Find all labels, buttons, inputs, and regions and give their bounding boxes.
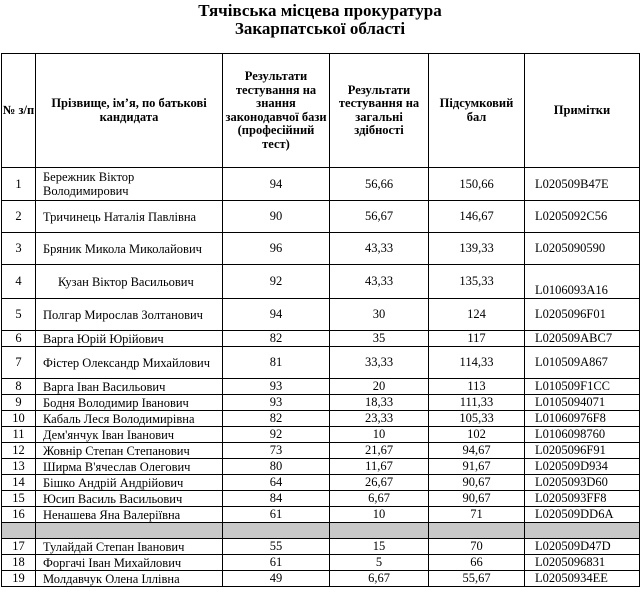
cell-prof: 55 bbox=[223, 539, 330, 555]
cell-general: 15 bbox=[330, 539, 429, 555]
cell-general: 6,67 bbox=[330, 571, 429, 587]
cell-general: 11,67 bbox=[330, 459, 429, 475]
cell-note: L0106098760 bbox=[525, 427, 640, 443]
cell-total: 146,67 bbox=[429, 201, 525, 233]
cell-note: L020509D934 bbox=[525, 459, 640, 475]
table-row bbox=[2, 427, 640, 443]
cell-note: L010509F1CC bbox=[525, 379, 640, 395]
cell-num: 13 bbox=[2, 459, 36, 475]
table-row bbox=[2, 233, 640, 265]
cell-num: 8 bbox=[2, 379, 36, 395]
separator-row bbox=[2, 523, 640, 539]
cell-prof: 81 bbox=[223, 347, 330, 379]
cell-num: 17 bbox=[2, 539, 36, 555]
header-notes: Примітки bbox=[525, 54, 640, 168]
cell-num: 2 bbox=[2, 201, 36, 233]
table-row bbox=[2, 507, 640, 523]
cell-prof: 92 bbox=[223, 265, 330, 299]
cell-total: 102 bbox=[429, 427, 525, 443]
cell-num: 18 bbox=[2, 555, 36, 571]
cell-general: 56,66 bbox=[330, 168, 429, 201]
cell-num: 5 bbox=[2, 299, 36, 331]
cell-num: 15 bbox=[2, 491, 36, 507]
cell-general: 10 bbox=[330, 507, 429, 523]
cell-note: L0106093A16 bbox=[525, 265, 640, 299]
table-row bbox=[2, 347, 640, 379]
cell-name: Полгар Мирослав Золтанович bbox=[36, 299, 223, 331]
cell-prof: 94 bbox=[223, 168, 330, 201]
separator-cell bbox=[330, 523, 429, 539]
cell-prof: 73 bbox=[223, 443, 330, 459]
cell-total: 91,67 bbox=[429, 459, 525, 475]
cell-num: 7 bbox=[2, 347, 36, 379]
cell-note: L0205093D60 bbox=[525, 475, 640, 491]
page-title: Тячівська місцева прокуратура bbox=[198, 1, 442, 20]
table-row bbox=[2, 459, 640, 475]
table-row bbox=[2, 571, 640, 587]
table-row bbox=[2, 443, 640, 459]
cell-prof: 93 bbox=[223, 395, 330, 411]
cell-num: 1 bbox=[2, 168, 36, 201]
cell-general: 26,67 bbox=[330, 475, 429, 491]
cell-prof: 92 bbox=[223, 427, 330, 443]
cell-num: 4 bbox=[2, 265, 36, 299]
cell-prof: 82 bbox=[223, 331, 330, 347]
table-row bbox=[2, 475, 640, 491]
cell-total: 55,67 bbox=[429, 571, 525, 587]
table-row bbox=[2, 555, 640, 571]
cell-note: L02050934EE bbox=[525, 571, 640, 587]
cell-general: 35 bbox=[330, 331, 429, 347]
cell-prof: 80 bbox=[223, 459, 330, 475]
table-row bbox=[2, 411, 640, 427]
cell-name: Бішко Андрій Андрійович bbox=[36, 475, 223, 491]
header-num: № з/п bbox=[2, 54, 36, 168]
header-general: Результати тестування на загальні здібності bbox=[330, 54, 429, 168]
cell-total: 150,66 bbox=[429, 168, 525, 201]
cell-name: Тричинець Наталія Павлівна bbox=[36, 201, 223, 233]
cell-num: 14 bbox=[2, 475, 36, 491]
cell-total: 66 bbox=[429, 555, 525, 571]
cell-total: 139,33 bbox=[429, 233, 525, 265]
cell-total: 135,33 bbox=[429, 265, 525, 299]
cell-total: 114,33 bbox=[429, 347, 525, 379]
cell-num: 6 bbox=[2, 331, 36, 347]
cell-num: 11 bbox=[2, 427, 36, 443]
cell-prof: 93 bbox=[223, 379, 330, 395]
cell-note: L0205092C56 bbox=[525, 201, 640, 233]
cell-name: Кузан Віктор Васильович bbox=[36, 265, 223, 299]
cell-total: 117 bbox=[429, 331, 525, 347]
header-prof: Результати тестування на знання законодавчої бази (професійний тест) bbox=[223, 54, 330, 168]
table-row bbox=[2, 539, 640, 555]
table-row bbox=[2, 168, 640, 201]
cell-prof: 82 bbox=[223, 411, 330, 427]
cell-total: 90,67 bbox=[429, 475, 525, 491]
cell-note: L0205090590 bbox=[525, 233, 640, 265]
cell-general: 20 bbox=[330, 379, 429, 395]
results-table bbox=[1, 53, 640, 587]
header-row bbox=[2, 54, 640, 168]
cell-total: 124 bbox=[429, 299, 525, 331]
cell-note: L0205093FF8 bbox=[525, 491, 640, 507]
cell-general: 56,67 bbox=[330, 201, 429, 233]
cell-general: 30 bbox=[330, 299, 429, 331]
cell-prof: 94 bbox=[223, 299, 330, 331]
cell-name: Дем'янчук Іван Іванович bbox=[36, 427, 223, 443]
cell-prof: 84 bbox=[223, 491, 330, 507]
cell-name: Ширма В'ячеслав Олегович bbox=[36, 459, 223, 475]
cell-total: 90,67 bbox=[429, 491, 525, 507]
cell-name: Фістер Олександр Михайлович bbox=[36, 347, 223, 379]
page-subtitle: Закарпатської області bbox=[234, 19, 406, 38]
cell-prof: 64 bbox=[223, 475, 330, 491]
table-row bbox=[2, 491, 640, 507]
separator-cell bbox=[2, 523, 36, 539]
cell-total: 70 bbox=[429, 539, 525, 555]
header-total: Підсумковий бал bbox=[429, 54, 525, 168]
cell-total: 105,33 bbox=[429, 411, 525, 427]
cell-name: Кабаль Леся Володимирівна bbox=[36, 411, 223, 427]
cell-note: L020509D47D bbox=[525, 539, 640, 555]
cell-num: 9 bbox=[2, 395, 36, 411]
table-row bbox=[2, 265, 640, 299]
cell-name: Юсип Василь Васильович bbox=[36, 491, 223, 507]
cell-general: 43,33 bbox=[330, 233, 429, 265]
cell-name: Варга Юрій Юрійович bbox=[36, 331, 223, 347]
cell-note: L01060976F8 bbox=[525, 411, 640, 427]
cell-total: 94,67 bbox=[429, 443, 525, 459]
cell-general: 6,67 bbox=[330, 491, 429, 507]
cell-name: Молдавчук Олена Іллівна bbox=[36, 571, 223, 587]
cell-general: 23,33 bbox=[330, 411, 429, 427]
cell-name: Бережник Віктор Володимирович bbox=[36, 168, 223, 201]
cell-note: L010509A867 bbox=[525, 347, 640, 379]
cell-name: Варга Іван Васильович bbox=[36, 379, 223, 395]
separator-cell bbox=[36, 523, 223, 539]
cell-prof: 90 bbox=[223, 201, 330, 233]
cell-note: L0205096F91 bbox=[525, 443, 640, 459]
table-row bbox=[2, 299, 640, 331]
cell-name: Форгачі Іван Михайлович bbox=[36, 555, 223, 571]
cell-name: Жовнір Степан Степанович bbox=[36, 443, 223, 459]
cell-general: 5 bbox=[330, 555, 429, 571]
cell-num: 3 bbox=[2, 233, 36, 265]
cell-total: 111,33 bbox=[429, 395, 525, 411]
cell-note: L0205096F01 bbox=[525, 299, 640, 331]
cell-name: Бряник Микола Миколайович bbox=[36, 233, 223, 265]
header-name: Прізвище, ім’я, по батькові кандидата bbox=[36, 54, 223, 168]
cell-name: Тулайдай Степан Іванович bbox=[36, 539, 223, 555]
cell-prof: 61 bbox=[223, 555, 330, 571]
table-row bbox=[2, 201, 640, 233]
cell-note: L0205096831 bbox=[525, 555, 640, 571]
table-row bbox=[2, 395, 640, 411]
cell-total: 113 bbox=[429, 379, 525, 395]
cell-general: 43,33 bbox=[330, 265, 429, 299]
cell-prof: 61 bbox=[223, 507, 330, 523]
cell-name: Ненашева Яна Валеріївна bbox=[36, 507, 223, 523]
cell-num: 19 bbox=[2, 571, 36, 587]
cell-prof: 49 bbox=[223, 571, 330, 587]
table-row bbox=[2, 331, 640, 347]
cell-general: 18,33 bbox=[330, 395, 429, 411]
separator-cell bbox=[223, 523, 330, 539]
cell-note: L020509ABC7 bbox=[525, 331, 640, 347]
cell-num: 12 bbox=[2, 443, 36, 459]
cell-name: Бодня Володимир Іванович bbox=[36, 395, 223, 411]
table-row bbox=[2, 379, 640, 395]
cell-num: 16 bbox=[2, 507, 36, 523]
separator-cell bbox=[525, 523, 640, 539]
cell-note: L0105094071 bbox=[525, 395, 640, 411]
cell-note: L020509B47E bbox=[525, 168, 640, 201]
cell-num: 10 bbox=[2, 411, 36, 427]
cell-note: L020509DD6A bbox=[525, 507, 640, 523]
cell-general: 10 bbox=[330, 427, 429, 443]
cell-general: 33,33 bbox=[330, 347, 429, 379]
cell-general: 21,67 bbox=[330, 443, 429, 459]
cell-total: 71 bbox=[429, 507, 525, 523]
separator-cell bbox=[429, 523, 525, 539]
cell-prof: 96 bbox=[223, 233, 330, 265]
